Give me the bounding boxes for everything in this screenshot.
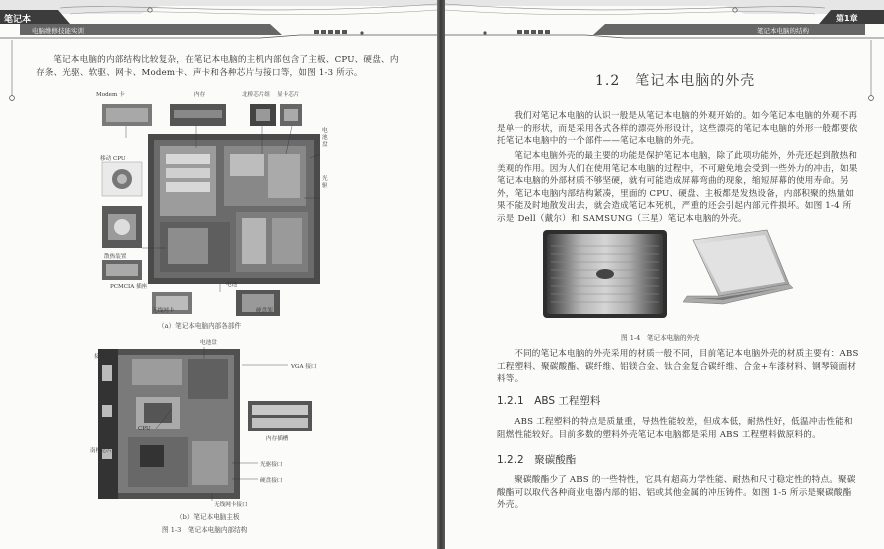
shell-paragraph-3: 不同的笔记本电脑的外壳采用的材质一般不同，目前笔记本电脑外壳的材质主要有：ABS 工程塑料、聚碳酸酯、碳纤维、铝镁合金、钛合金复合碳纤维、合金+车漆材料、钢琴镜面材料等。	[497, 349, 859, 385]
shell-paragraph-1: 我们对笔记本电脑的认识一般是从笔记本电脑的外观开始的。如今笔记本电脑的外观不再是单一的形状，而是采用各式各样的漂亮外形设计，这些漂亮的笔记本电脑的外形一般都要依托笔记本电脑中的一个部件——笔记本电脑的外壳。	[497, 111, 858, 147]
subsection-pc-text: 聚碳酸酯少了 ABS 的一些特性，它具有超高力学性能、耐热和尺寸稳定性的特点。聚碳酸酯可以取代各种商业电器内部的铝、铝或其他金属的冲压铸件。如图 1-5 所示是聚碳酸酯外壳。	[497, 475, 856, 511]
right-header-decoration	[445, 0, 884, 40]
fig-b-label-wireless-port: 无线网卡接口	[214, 502, 248, 508]
fig-b-label-memory-slot: 内存插槽	[266, 436, 289, 442]
shell-paragraph-2: 笔记本电脑外壳的最主要的功能是保护笔记本电脑，除了此项功能外，外壳还起到散热和美观的作用。因为人们在使用笔记本电脑的过程中，不可避免地会受到一些外力的冲击，如果笔记本电脑的外部材质不够坚硬，就有可能造成屏幕弯曲的现象，缩短屏幕的使用寿命。另外，笔记本电脑内部结构紧凑，里面的 CPU、硬盘、主板都是发热设备，内部积聚的热量如果不能及时地散发出去，就会造成笔记本死机，严重的还会引起内部元件损坏。如图 1-4 所示是 Dell（戴尔）和 SAMSUNG（三星）笔记本电脑的外壳。	[497, 151, 858, 224]
left-margin-line	[0, 40, 40, 120]
book-tag: 笔记本	[4, 15, 32, 25]
fig-1-3-caption: 图 1-3 笔记本电脑内部结构	[162, 526, 248, 534]
fig-1-4-laptop-shells-photo	[537, 226, 797, 322]
fig-a-label-northbridge: 北桥芯片组	[242, 92, 270, 98]
right-page	[445, 0, 884, 549]
section-title: 1.2 笔记本电脑的外壳	[595, 73, 756, 89]
fig-a-label-harddisk: 硬盘架	[256, 308, 273, 314]
fig-a-label-pcmcia: PCMCIA 插座	[110, 284, 148, 290]
fig-a-label-memory: 内存	[194, 92, 206, 98]
chapter-tag: 第1章	[836, 14, 858, 23]
left-intro-paragraph: 笔记本电脑的内部结构比较复杂，在笔记本电脑的主机内部包含了主板、CPU、硬盘、内存条、光驱、软驱、网卡、Modem卡、声卡和各种芯片与接口等，如图 1-3 所示。	[36, 55, 399, 78]
fig-b-caption: （b）笔记本电脑主板	[176, 513, 240, 521]
fig-a-label-southbridge: 显卡芯片	[277, 92, 300, 98]
book-gutter	[437, 0, 445, 549]
fig-b-label-battery: 电池盘	[200, 340, 217, 346]
fig-1-4-caption: 图 1-4 笔记本电脑的外壳	[621, 334, 700, 342]
fig-a-label-wireless: 无线网卡	[152, 308, 175, 314]
fig-b-label-cpu: CPU	[138, 426, 151, 432]
subsection-abs-text: ABS 工程塑料的特点是质量重，导热性能较差，但成本低，耐热性好，低温冲击性能和阻燃性能较好。目前多数的塑料外壳笔记本电脑都是采用 ABS 工程塑料做原料的。	[497, 417, 853, 440]
fig-b-label-optical-port: 光驱接口	[260, 462, 283, 468]
fig-b-motherboard-photo	[92, 345, 322, 505]
subsection-pc-title: 1.2.2 聚碳酸酯	[497, 454, 577, 466]
right-header-subtitle: 笔记本电脑的结构	[757, 27, 809, 35]
fig-a-label-battery: 电池盘	[322, 128, 328, 148]
fig-b-label-hdd-port: 硬盘接口	[260, 478, 283, 484]
left-page	[0, 0, 437, 549]
fig-a-label-optical: 光驱	[322, 176, 328, 189]
left-header-subtitle: 电脑维修技能实训	[32, 27, 84, 35]
subsection-abs-title: 1.2.1 ABS 工程塑料	[497, 395, 601, 407]
fig-b-label-vga: VGA 接口	[291, 364, 317, 370]
fig-a-label-power: 电池	[226, 282, 238, 288]
right-margin-line	[841, 40, 884, 120]
fig-a-label-cpu: 移动 CPU	[100, 156, 126, 162]
fig-b-label-southbridge: 南桥芯片	[90, 448, 113, 454]
fig-b-label-port: 接口	[94, 354, 106, 360]
fig-a-caption: （a）笔记本电脑内部各部件	[158, 322, 242, 330]
fig-a-label-modem: Modem 卡	[96, 92, 125, 98]
fig-a-label-heatsink: 散热装置	[104, 254, 127, 260]
